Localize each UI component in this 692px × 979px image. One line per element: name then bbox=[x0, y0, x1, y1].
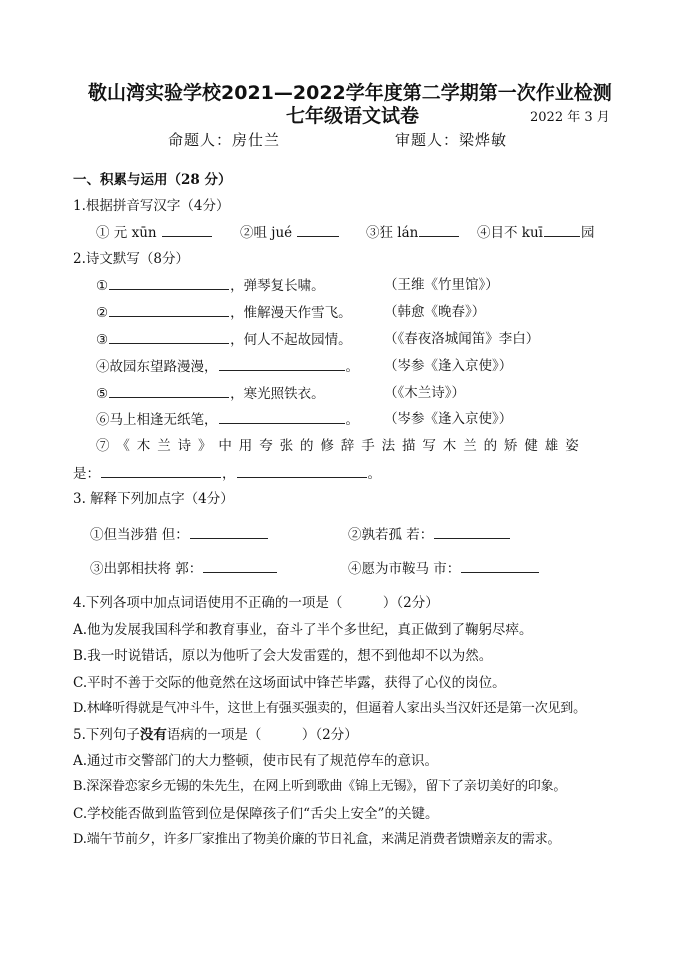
q2-item-7: ⑦《木兰诗》中用夸张的修辞手法描写木兰的矫健雄姿 bbox=[96, 438, 586, 454]
poem-source-4: （岑参《逢入京使》） bbox=[384, 358, 513, 374]
answer-blank[interactable] bbox=[434, 525, 510, 539]
answer-blank[interactable] bbox=[461, 559, 539, 573]
poem-line-4: ④故园东望路漫漫， 。 bbox=[96, 359, 359, 375]
q1-item-4: ④目不 kuī 园 bbox=[477, 225, 595, 241]
exam-subtitle: 七年级语文试卷 bbox=[286, 105, 420, 127]
q3-item-4: ④愿为市鞍马 市： bbox=[348, 559, 540, 578]
answer-blank[interactable] bbox=[109, 330, 229, 344]
poem-source-6: （岑参《逢入京使》） bbox=[384, 411, 513, 427]
q1-item-3: ③狂 lán bbox=[366, 223, 460, 242]
section-heading: 一、积累与运用（28 分） bbox=[73, 172, 232, 188]
poem-source-2: （韩愈《晚春》） bbox=[384, 304, 486, 320]
exam-title: 敬山湾实验学校2021—2022学年度第二学期第一次作业检测 bbox=[88, 82, 612, 104]
answer-blank[interactable] bbox=[297, 223, 339, 237]
q4-option-c[interactable]: C.平时不善于交际的他竟然在这场面试中锋芒毕露，获得了心仪的岗位。 bbox=[73, 675, 506, 691]
q3-item-1: ①但当涉猎 但： bbox=[90, 525, 269, 544]
answer-blank[interactable] bbox=[203, 559, 277, 573]
q5-stem: 5.下列句子没有语病的一项是（ ）（2分） bbox=[73, 727, 358, 743]
answer-blank[interactable] bbox=[219, 357, 345, 371]
poem-line-1: ① ，弹琴复长啸。 bbox=[96, 278, 325, 294]
q4-option-b[interactable]: B.我一时说错话，原以为他听了会大发雷霆的，想不到他却不以为然。 bbox=[73, 648, 493, 664]
q1-item-1: ① 元 xūn bbox=[96, 223, 213, 242]
answer-blank[interactable] bbox=[109, 276, 229, 290]
poem-source-3: （《春夜洛城闻笛》李白） bbox=[384, 331, 540, 347]
q3-item-3: ③出郭相扶将 郭： bbox=[90, 559, 278, 578]
q5-option-a[interactable]: A.通过市交警部门的大力整顿，使市民有了规范停车的意识。 bbox=[73, 753, 439, 769]
q1-stem: 1.根据拼音写汉字（4分） bbox=[73, 198, 230, 214]
q5-option-b[interactable]: B.深深眷恋家乡无锡的朱先生，在网上听到歌曲《锦上无锡》，留下了亲切美好的印象。 bbox=[73, 779, 567, 794]
q4-option-a[interactable]: A.他为发展我国科学和教育事业，奋斗了半个多世纪，真正做到了鞠躬尽瘁。 bbox=[73, 622, 533, 638]
q2-stem: 2.诗文默写（8分） bbox=[73, 251, 189, 267]
reviewer-name: 审题人：梁烨敏 bbox=[395, 131, 508, 149]
exam-date: 2022 年 3 月 bbox=[530, 110, 610, 125]
answer-blank[interactable] bbox=[544, 223, 580, 237]
setter-name: 命题人：房仕兰 bbox=[168, 131, 281, 149]
emphasis-no-error: 没有 bbox=[139, 727, 167, 743]
poem-line-2: ② ，惟解漫天作雪飞。 bbox=[96, 305, 352, 321]
answer-blank[interactable] bbox=[162, 223, 212, 237]
poem-source-1: （王维《竹里馆》） bbox=[384, 277, 499, 293]
poem-line-6: ⑥马上相逢无纸笔， 。 bbox=[96, 412, 359, 428]
poem-line-5: ⑤ ，寒光照铁衣。 bbox=[96, 386, 325, 402]
answer-blank[interactable] bbox=[190, 525, 268, 539]
q5-option-c[interactable]: C.学校能否做到监管到位是保障孩子们“舌尖上安全”的关键。 bbox=[73, 806, 439, 822]
answer-blank[interactable] bbox=[219, 410, 345, 424]
q2-item-7-answer: 是： ， 。 bbox=[73, 466, 381, 482]
answer-blank[interactable] bbox=[101, 464, 221, 478]
q3-stem: 3. 解释下列加点字（4分） bbox=[73, 491, 234, 507]
answer-blank[interactable] bbox=[237, 464, 367, 478]
answer-blank[interactable] bbox=[109, 303, 229, 317]
answer-blank[interactable] bbox=[109, 384, 229, 398]
q1-item-2: ②咀 jué bbox=[240, 223, 340, 242]
poem-source-5: （《木兰诗》） bbox=[384, 385, 465, 401]
q3-item-2: ②孰若孤 若： bbox=[348, 525, 511, 544]
answer-blank[interactable] bbox=[419, 223, 459, 237]
q4-option-d[interactable]: D.林峰听得就是气冲斗牛，这世上有强买强卖的，但逼着人家出头当汉奸还是第一次见到。 bbox=[73, 701, 586, 716]
poem-line-3: ③ ，何人不起故园情。 bbox=[96, 332, 352, 348]
q4-stem: 4.下列各项中加点词语使用不正确的一项是（ ）（2分） bbox=[73, 595, 439, 611]
q5-option-d[interactable]: D.端午节前夕，许多厂家推出了物美价廉的节日礼盒，来满足消费者馈赠亲友的需求。 bbox=[73, 832, 561, 847]
